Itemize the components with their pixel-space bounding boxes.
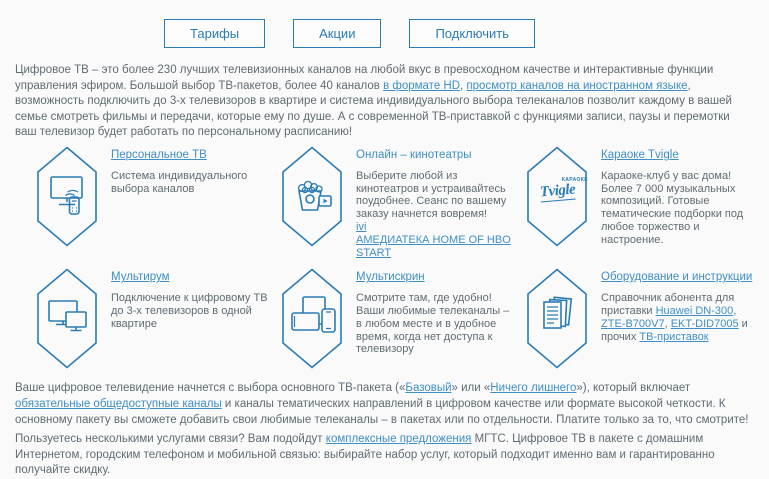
tv-remote-icon [36, 146, 98, 247]
feature-desc-karaoke-tvigle [601, 170, 763, 247]
feature-desc-equipment [601, 292, 763, 343]
text-segment: Подключение к цифровому ТВ до 3-х телевизоров в одной квартире [111, 292, 268, 330]
text-segment: , возможность подключить до 3-х телевизоров в квартире и система индивидуального выбора телеканалов позволит каждому в вашей семье смотреть фильмы и передачи, которые ему по душе. А с современной ТВ-приставкой с функциями записи, паузы и перемотки ваш телевизор будет работать по персональному расписанию! [15, 79, 732, 139]
text-segment: Пользуетесь несколькими услугами связи? Вам подойдут [15, 433, 326, 446]
popcorn-cinema-icon [281, 146, 343, 247]
feature-desc-multiscreen [356, 292, 518, 356]
feature-desc-multiroom [111, 292, 273, 330]
feature-title-multiscreen[interactable]: Мультискрин [356, 271, 425, 284]
dual-monitors-icon [36, 268, 98, 369]
ekt-did7005-link[interactable]: EKT-DID7005 [670, 317, 739, 330]
huawei-dn300-link[interactable]: Huawei DN-300 [655, 304, 734, 317]
documents-icon [526, 268, 588, 369]
text-segment: Выберите любой из кинотеатров и устраивайтесь поудобнее. Сеанс по вашему заказу начнется вовремя! [356, 169, 507, 221]
ivi-link[interactable]: ivi [356, 220, 367, 233]
text-segment: Караоке-клуб у вас дома! Более 7 000 музыкальных композиций. Готовые тематические подборки под любое торжество и настроение. [601, 169, 744, 246]
feature-multiroom [36, 268, 281, 369]
connect-button[interactable]: Подключить [409, 19, 535, 48]
hd-format-link[interactable]: в формате HD [383, 79, 461, 92]
mandatory-public-channels-link[interactable]: обязательные общедоступные каналы [15, 397, 222, 410]
bazovy-package-link[interactable]: Базовый [405, 382, 452, 395]
complex-offers-link[interactable]: комплексные предложения [325, 433, 472, 446]
feature-online-cinemas [281, 146, 526, 259]
tvigle-logo-text: Tvigle [539, 181, 577, 201]
feature-title-multiroom[interactable]: Мультирум [111, 271, 170, 284]
text-segment: Справочник абонента для приставки [601, 292, 735, 317]
feature-title-online-cinemas: Онлайн – кинотеатры [356, 148, 472, 161]
text-segment: Система индивидуального выбора каналов [111, 169, 248, 195]
feature-personal-tv [36, 146, 281, 259]
packages-paragraph [15, 381, 754, 428]
tariffs-button[interactable]: Тарифы [164, 19, 265, 48]
text-segment: и каналы тематических направлений в цифровом качестве или формате высокой четкости. К основному пакету вы сможете добавить свои любимые телеканалы – в пакетах или по отдельности. Платите только за то, что смотрите! [15, 397, 749, 426]
text-segment: , [733, 304, 737, 317]
promotions-button[interactable]: Акции [293, 19, 381, 48]
feature-title-personal-tv[interactable]: Персональное ТВ [111, 148, 207, 161]
features-grid [0, 141, 769, 369]
zte-b700v7-link[interactable]: ZTE-B700V7 [601, 317, 665, 330]
text-segment: »), который включает [576, 382, 691, 395]
feature-equipment [526, 268, 769, 369]
tvigle-karaoke-logo [526, 146, 588, 247]
top-actions-bar [0, 0, 734, 48]
text-segment: » или « [451, 382, 491, 395]
intro-paragraph [15, 63, 754, 141]
feature-desc-online-cinemas [356, 170, 518, 260]
feature-title-equipment[interactable]: Оборудование и инструкции [601, 271, 753, 284]
amediateka-start-link[interactable]: АМЕДИАТЕКА HOME OF HBO START [356, 233, 511, 259]
feature-title-karaoke-tvigle[interactable]: Караоке Tvigle [601, 148, 679, 161]
feature-multiscreen [281, 268, 526, 369]
multi-devices-icon [281, 268, 343, 369]
tvigle-karaoke-label: КАРАОКЕ [561, 176, 588, 183]
feature-desc-personal-tv [111, 170, 273, 196]
text-segment: , [460, 79, 467, 92]
text-segment: , [664, 317, 671, 330]
text-segment: МГТС. Цифровое ТВ в пакете с домашним Интернетом, городским телефоном и мобильной связью: выбирайте набор услуг, который подходит именно вам и гарантированно получайте скидку. [15, 433, 715, 477]
nichego-lishnego-package-link[interactable]: Ничего лишнего [490, 382, 577, 395]
text-segment: Смотрите там, где удобно! Ваши любимые телеканалы – в любом месте и в удобное время, когда нет доступа к телевизору [356, 292, 510, 356]
text-segment: Ваше цифровое телевидение начнется с выбора основного ТВ-пакета (« [15, 382, 406, 395]
text-segment: и прочих [601, 317, 748, 343]
foreign-language-channels-link[interactable]: просмотр каналов на иностранном языке [466, 79, 688, 92]
tv-set-top-boxes-link[interactable]: ТВ-приставок [639, 330, 709, 343]
bundles-paragraph [15, 432, 754, 479]
feature-karaoke-tvigle [526, 146, 769, 259]
text-segment: Цифровое ТВ – это более 230 лучших телевизионных каналов на любой вкус в превосходном качестве и интерактивные функции управления эфиром. Большой выбор ТВ-пакетов, более 40 каналов [15, 64, 714, 92]
